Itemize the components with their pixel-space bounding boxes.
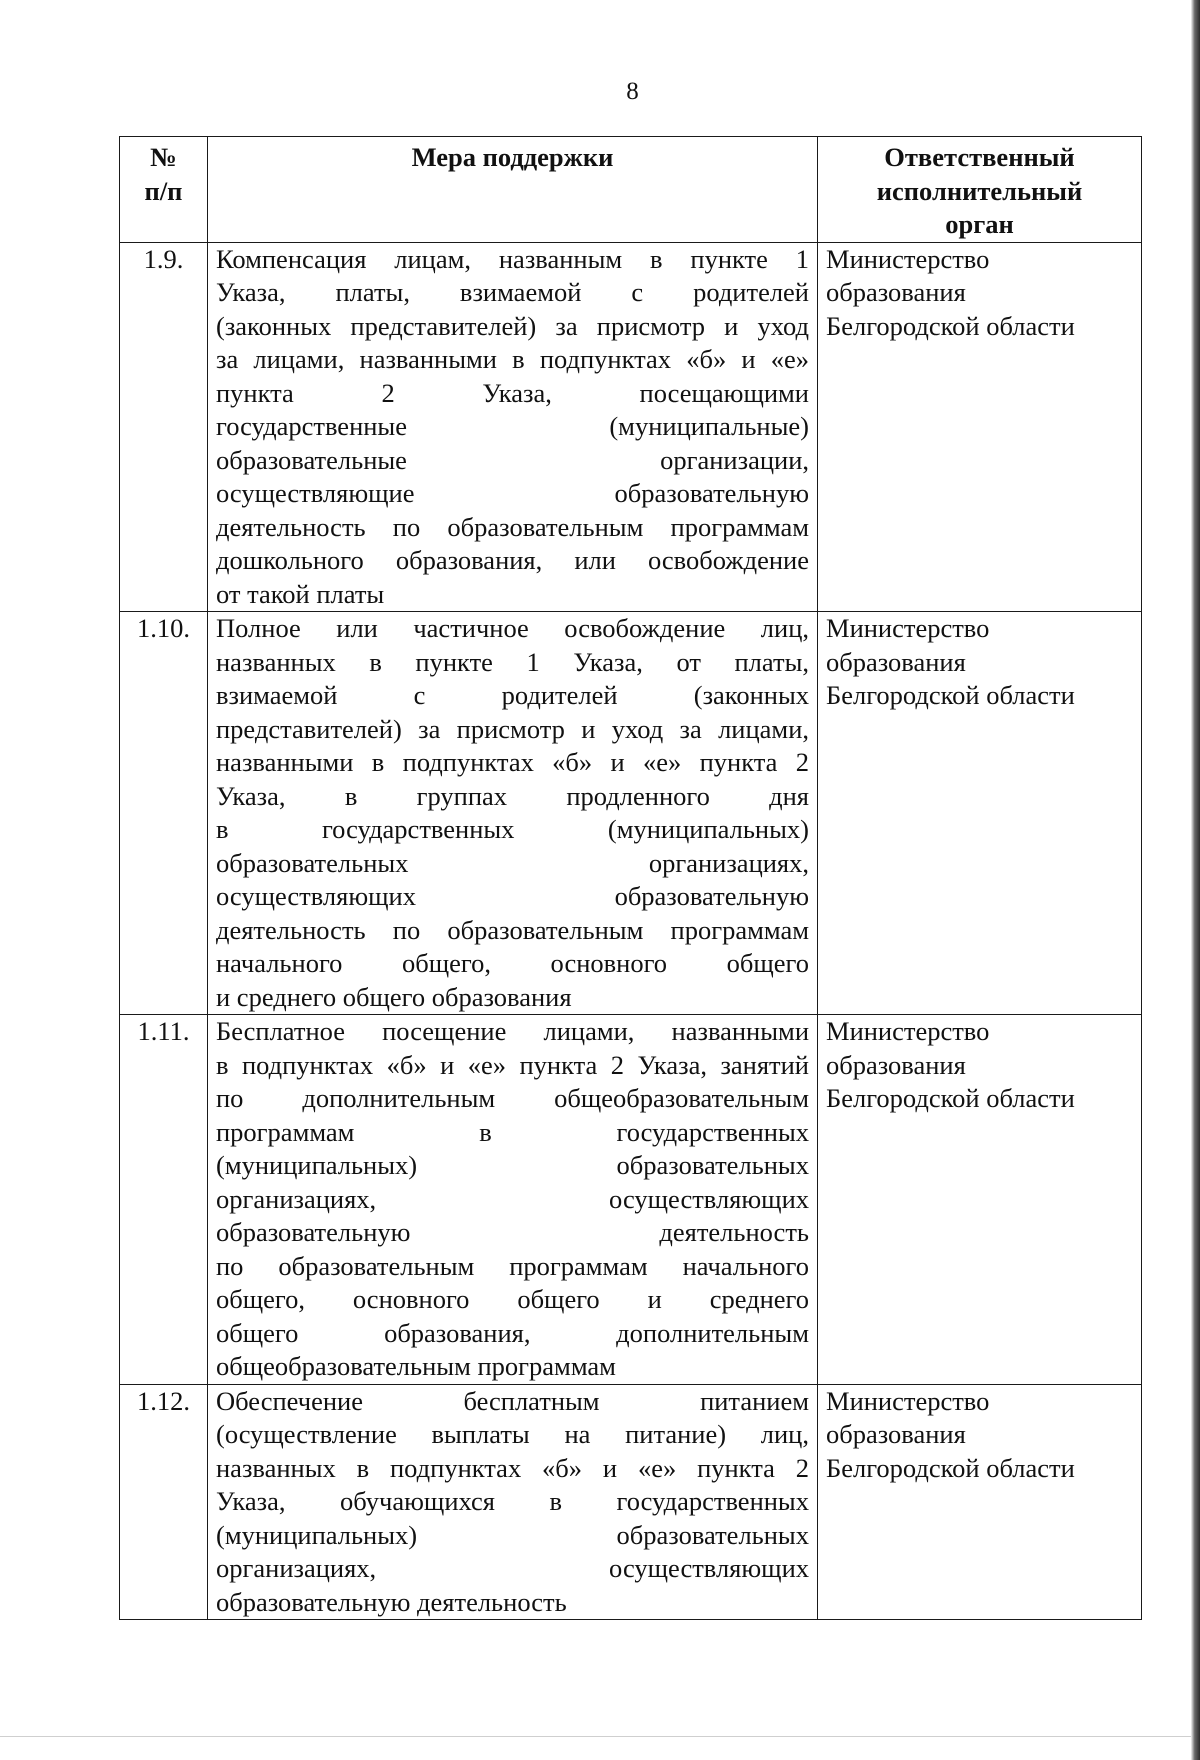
org-text-line: Министерство	[826, 613, 990, 643]
support-measures-table	[119, 136, 1142, 1620]
measure-text-line: общеобразовательным программам	[216, 1351, 616, 1381]
measure-text-line: в подпунктах «б» и «е» пункта 2 Указа, занятий	[216, 1049, 809, 1080]
measure-text-line: общего, основного общего и среднего	[216, 1284, 809, 1314]
responsible-org-cell	[818, 1384, 1142, 1620]
header-org-line: исполнительный	[876, 175, 1083, 206]
responsible-org-cell	[818, 612, 1142, 1015]
responsible-org-cell	[818, 242, 1142, 612]
table-body	[120, 242, 1142, 1620]
measure-text-line: и среднего общего образования	[216, 981, 572, 1012]
org-text-line: образования	[826, 1049, 966, 1080]
org-text-line: Министерство	[826, 1385, 990, 1416]
measure-text-line: начального общего, основного общего	[216, 948, 809, 978]
measure-text-line: Бесплатное посещение лицами, названными	[216, 1016, 809, 1046]
org-text-line: образования	[826, 277, 966, 307]
table-row	[120, 242, 1142, 612]
org-text-line: образования	[826, 1419, 966, 1449]
header-responsible-org	[818, 137, 1142, 243]
measure-text-line: Указа, в группах продленного дня	[216, 780, 809, 811]
measure-text-line: (муниципальных) образовательных	[216, 1150, 809, 1180]
table-header-row	[120, 137, 1142, 243]
measure-text-line: названных в пункте 1 Указа, от платы,	[216, 646, 809, 677]
measure-text-line: представителей) за присмотр и уход за лицами,	[216, 713, 809, 744]
measure-text-line: деятельность по образовательным программам	[216, 511, 809, 542]
org-text-line: Министерство	[826, 1016, 990, 1046]
measure-text-line: (муниципальных) образовательных	[216, 1519, 809, 1550]
measure-text-line: по образовательным программам начального	[216, 1250, 809, 1281]
header-number-line: №	[150, 142, 177, 172]
measure-text-line: (законных представителей) за присмотр и уход	[216, 310, 809, 341]
measure-text-line: в государственных (муниципальных)	[216, 814, 809, 844]
measure-text-line: программам в государственных	[216, 1116, 809, 1147]
measure-text-line: образовательную деятельность	[216, 1586, 567, 1617]
measure-text-line: общего образования, дополнительным	[216, 1317, 809, 1348]
org-text-line: Белгородской области	[826, 1452, 1075, 1483]
measure-text-line: пункта 2 Указа, посещающими	[216, 377, 809, 408]
measure-text-line: Полное или частичное освобождение лиц,	[216, 613, 809, 643]
measure-text-line: деятельность по образовательным программам	[216, 914, 809, 945]
measure-text-line: от такой платы	[216, 578, 385, 609]
measure-text-line: Обеспечение бесплатным питанием	[216, 1385, 809, 1416]
header-measure-line: Мера поддержки	[411, 142, 614, 172]
measure-text-line: организациях, осуществляющих	[216, 1553, 809, 1583]
org-text-line: Министерство	[826, 243, 990, 274]
header-org-line: орган	[945, 209, 1014, 239]
org-text-line: образования	[826, 646, 966, 677]
org-text-line: Белгородской области	[826, 1083, 1075, 1113]
measure-text-line: взимаемой с родителей (законных	[216, 680, 809, 710]
measure-text-line: образовательные организации,	[216, 444, 809, 475]
scan-edge	[1191, 0, 1200, 1760]
header-number-line: п/п	[144, 175, 183, 206]
measure-text-line: Указа, обучающихся в государственных	[216, 1486, 809, 1516]
org-text-line: Белгородской области	[826, 310, 1075, 341]
measure-text-line: названными в подпунктах «б» и «е» пункта 2	[216, 747, 809, 777]
row-number: 1.9.	[120, 242, 208, 612]
measure-text-line: Указа, платы, взимаемой с родителей	[216, 277, 809, 307]
measure-text-line: Компенсация лицам, названным в пункте 1	[216, 243, 809, 274]
measure-text-line: дошкольного образования, или освобождение	[216, 545, 809, 575]
measure-text-line: осуществляющие образовательную	[216, 478, 809, 508]
header-org-line: Ответственный	[884, 142, 1075, 172]
measure-text-line: (осуществление выплаты на питание) лиц,	[216, 1419, 809, 1449]
measure-text-line: осуществляющих образовательную	[216, 881, 809, 911]
measure-text-line: образовательных организациях,	[216, 847, 809, 878]
row-number: 1.10.	[120, 612, 208, 1015]
table-row	[120, 1015, 1142, 1385]
measure-text-line: организациях, осуществляющих	[216, 1183, 809, 1214]
measure-cell	[208, 242, 818, 612]
header-measure	[208, 137, 818, 243]
measure-cell	[208, 612, 818, 1015]
measure-cell	[208, 1015, 818, 1385]
row-number: 1.12.	[120, 1384, 208, 1620]
table-row	[120, 1384, 1142, 1620]
row-number: 1.11.	[120, 1015, 208, 1385]
measure-cell	[208, 1384, 818, 1620]
header-number	[120, 137, 208, 243]
org-text-line: Белгородской области	[826, 680, 1075, 710]
measure-text-line: по дополнительным общеобразовательным	[216, 1083, 809, 1113]
measure-text-line: государственные (муниципальные)	[216, 411, 809, 441]
responsible-org-cell	[818, 1015, 1142, 1385]
scan-bottom-line	[0, 1736, 1200, 1737]
measure-text-line: названных в подпунктах «б» и «е» пункта 2	[216, 1452, 809, 1483]
page-number: 8	[626, 78, 639, 105]
measure-text-line: образовательную деятельность	[216, 1217, 809, 1247]
table-row	[120, 612, 1142, 1015]
measure-text-line: за лицами, названными в подпунктах «б» и «е»	[216, 344, 809, 374]
